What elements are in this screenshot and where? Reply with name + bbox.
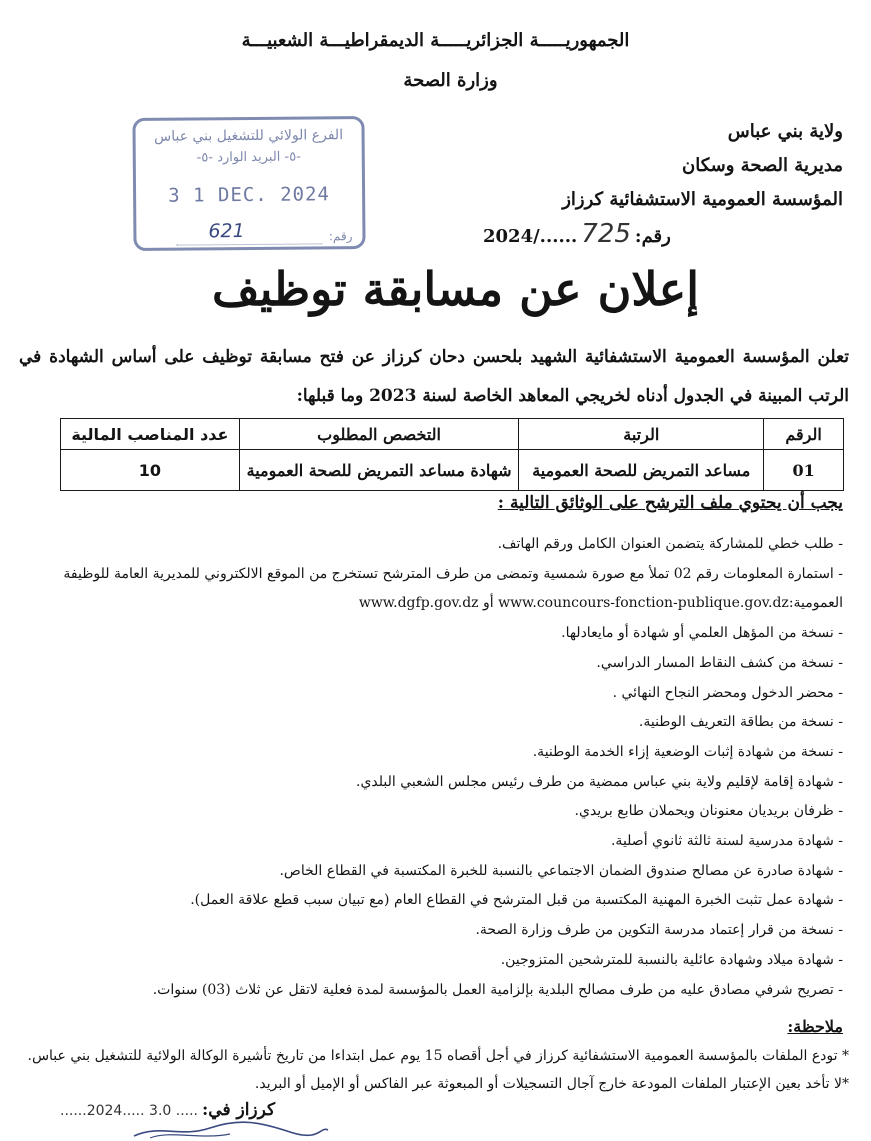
announcement-title: إعلان عن مسابقة توظيف [211,262,700,316]
list-item: * تودع الملفات بالمؤسسة العمومية الاستشفائية كرزاز في أجل أقصاه 15 يوم عمل ابتداءا من تاريخ تأشيرة الوكالة الولائية للتشغيل بني عباس. [27,1048,849,1064]
reference-number: 725 [581,219,631,249]
cell-rank: مساعد التمريض للصحة العمومية [519,450,764,491]
list-item: - محضر الدخول ومحضر النجاح النهائي . [612,684,843,701]
cell-num: 01 [764,450,844,491]
cell-specialty: شهادة مساعد التمريض للصحة العمومية [239,450,519,491]
list-item: - تصريح شرفي مصادق عليه من طرف مصالح البلدية بإلزامية العمل بالمؤسسة لمدة فعلية لاتقل عن ثلاث (03) سنوات. [152,981,843,998]
reference-year: 2024/...... [483,226,578,247]
notes-list [14,1042,849,1098]
institution-line: المؤسسة العمومية الاستشفائية كرزاز [562,189,843,210]
list-item: العمومية:www.councours-fonction-publique.gov.dz أو www.dgfp.gov.dz [358,595,843,612]
cell-posts: 10 [61,450,240,491]
list-item: - ظرفان بريديان معنونان ويحملان طابع بريدي. [574,803,843,820]
republic-heading: الجمهوريـــــة الجزائريـــــة الديمقراطيـــة الشعبيـــة [241,30,630,51]
header-posts: عدد المناصب المالية [61,419,240,450]
list-item: - شهادة صادرة عن مصالح صندوق الضمان الاجتماعي بالنسبة للخبرة المكتسبة في القطاع الخاص. [279,862,843,879]
intro-paragraph: تعلن المؤسسة العمومية الاستشفائية الشهيد بلحسن دحان كرزاز عن فتح مسابقة توظيف على أساس الشهادة في الرتب المبينة في الجدول أدناه لخريجي المعاهد الخاصة لسنة 2023 وما قبلها: [19,347,849,406]
issuer-block [483,115,843,254]
table-header-row [61,419,844,450]
header-specialty: التخصص المطلوب [239,419,519,450]
list-item: - نسخة من المؤهل العلمي أو شهادة أو مايعادلها. [561,625,843,642]
list-item: - شهادة ميلاد وشهادة عائلية بالنسبة للمترشحين المتزوجين. [500,951,843,968]
list-item: - شهادة عمل تثبت الخبرة المهنية المكتسبة من قبل المترشح في القطاع العام (مع تبيان سبب قطع علاقة العمل). [190,892,843,909]
stamp-number-label: رقم: [328,229,353,244]
stamp-mail-line: -٥- البريد الوارد -٥- [196,149,301,166]
requirements-title: يجب أن يحتوي ملف الترشح على الوثائق التالية : [497,493,843,513]
list-item: - نسخة من كشف النقاط المسار الدراسي. [596,654,843,671]
header-num: الرقم [764,419,844,450]
stamp-date: 3 1 DEC. 2024 [168,183,331,207]
header-rank: الرتبة [519,419,764,450]
list-item: - نسخة من قرار إعتماد مدرسة التكوين من طرف وزارة الصحة. [475,922,843,939]
list-item: *لا تأخد بعين الإعتبار الملفات المودعة خارج آجال التسجيلات أو المبعوثة عبر الفاكس أو الإميل أو البريد. [254,1076,849,1092]
wilaya-line: ولاية بني عباس [727,121,843,142]
reference-line [483,217,843,254]
reference-label: رقم: [634,226,671,247]
signature-date: ......2024..... 3.0 ..... [60,1103,198,1119]
list-item: - استمارة المعلومات رقم 02 تملأ مع صورة شمسية وتمضى من طرف المترشح تستخرج من الموقع الالكتروني للمديرية العامة للوظيفة [63,565,843,582]
directorate-line: مديرية الصحة وسكان [681,155,843,176]
documents-list [23,530,843,1005]
signature-place: كرزاز في: [202,1100,276,1120]
stamp-number: 621 [208,220,245,243]
list-item: - شهادة إقامة لإقليم ولاية بني عباس ممضية من طرف رئيس مجلس الشعبي البلدي. [356,773,843,790]
notes-title: ملاحظة: [787,1017,843,1036]
stamp-office-line: الفرع الولائي للتشغيل بني عباس [154,127,344,145]
list-item: - طلب خطي للمشاركة يتضمن العنوان الكامل ورقم الهاتف. [497,536,843,552]
table-row [61,450,844,491]
positions-table [60,418,844,491]
stamp-dotted-line [177,243,323,245]
ministry-heading: وزارة الصحة [403,70,498,91]
list-item: - نسخة من شهادة إثبات الوضعية إزاء الخدمة الوطنية. [532,743,843,760]
signature-line [60,1100,275,1120]
handwritten-signature [130,1118,330,1140]
incoming-mail-stamp [132,116,365,251]
list-item: - شهادة مدرسية لسنة ثالثة ثانوي أصلية. [610,833,843,850]
list-item: - نسخة من بطاقة التعريف الوطنية. [638,714,843,731]
